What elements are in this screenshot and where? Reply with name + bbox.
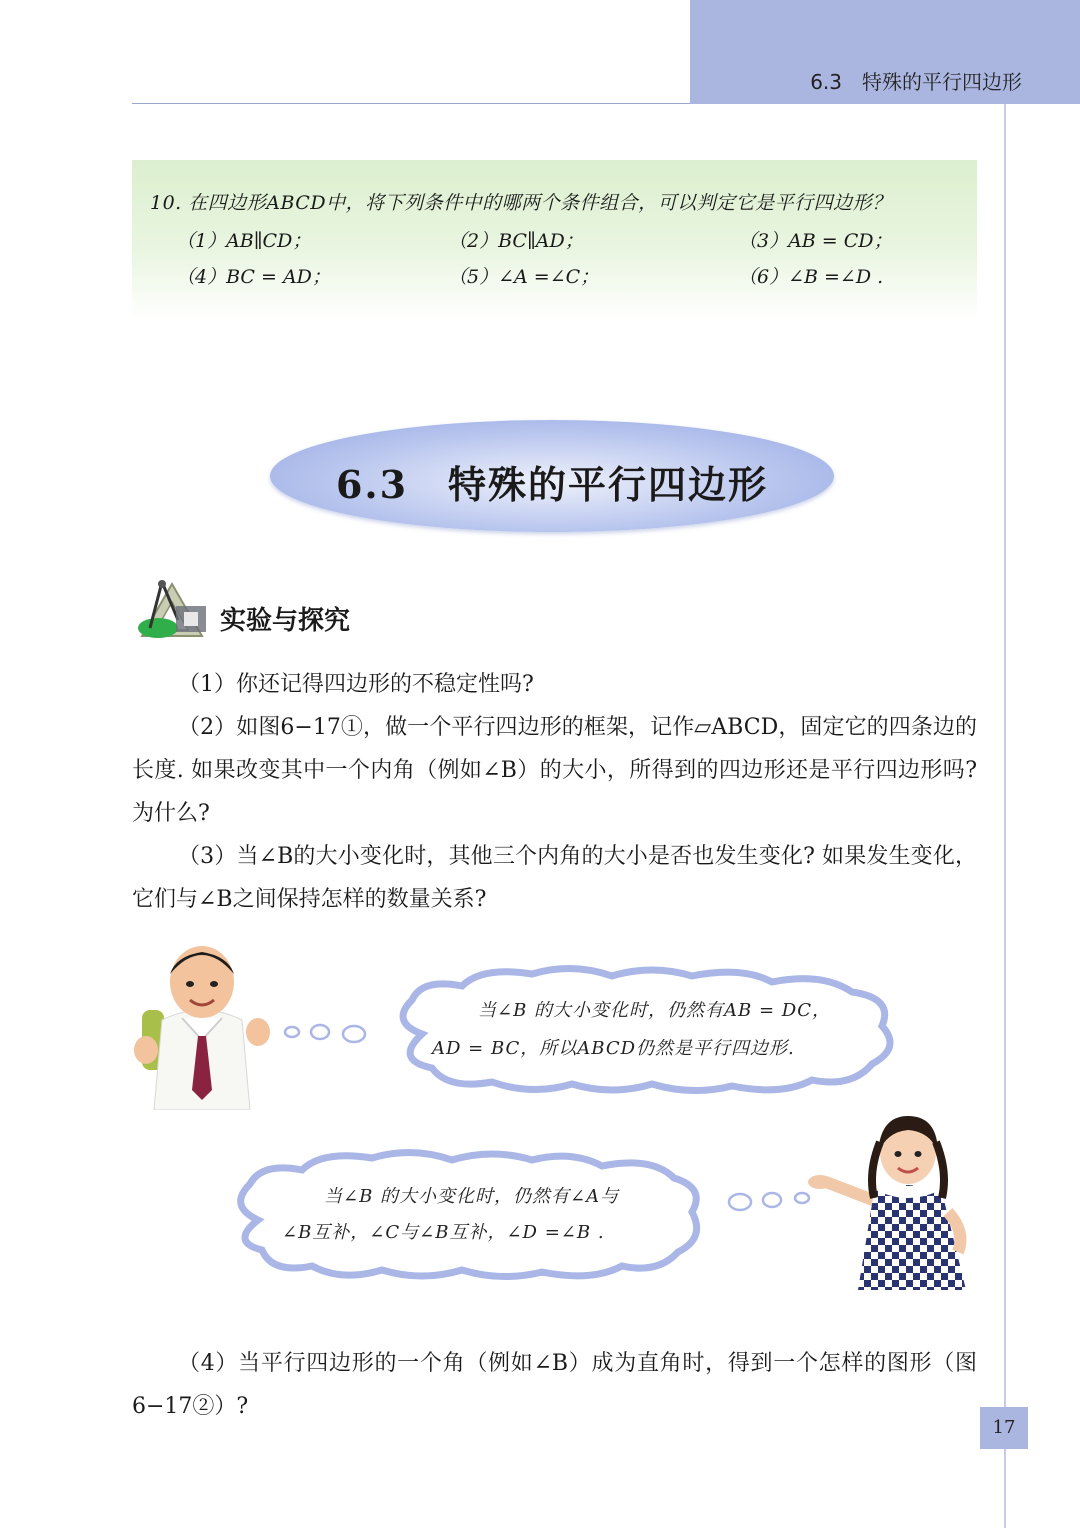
section-title-banner xyxy=(270,420,834,532)
girl-bubble-line-1: 当∠B 的大小变化时，仍然有∠A与 xyxy=(324,1186,620,1207)
exercise-option-4: （4）BC = AD； xyxy=(176,266,331,288)
side-rule xyxy=(1004,104,1006,1528)
exercise-option-1: （1）AB∥CD； xyxy=(176,230,312,252)
paragraph-3: （3）当∠B的大小变化时，其他三个内角的大小是否也发生变化? 如果发生变化，它们与∠B之间保持怎样的数量关系? xyxy=(132,844,977,912)
exercise-option-3: （3）AB = CD； xyxy=(738,230,893,252)
exercise-box xyxy=(132,160,977,320)
exercise-option-5: （5）∠A =∠C； xyxy=(448,266,600,288)
paragraph-2: （2）如图6−17①，做一个平行四边形的框架，记作▱ABCD，固定它的四条边的长度. 如果改变其中一个内角（例如∠B）的大小，所得到的四边形还是平行四边形吗? 为什么? xyxy=(132,715,977,826)
explore-heading: 实验与探究 xyxy=(220,606,351,636)
girl-bubble-line-2: ∠B互补，∠C与∠B互补，∠D =∠B . xyxy=(282,1222,605,1243)
paragraph-4: （4）当平行四边形的一个角（例如∠B）成为直角时，得到一个怎样的图形（图6−17②）? xyxy=(132,1351,977,1419)
exercise-option-2: （2）BC∥AD； xyxy=(448,230,584,252)
paragraph-1: （1）你还记得四边形的不稳定性吗? xyxy=(178,672,534,697)
girl-illustration xyxy=(808,1112,978,1292)
compass-ruler-icon xyxy=(132,576,210,642)
section-title: 6.3 特殊的平行四边形 xyxy=(335,462,769,507)
running-header-title: 6.3 特殊的平行四边形 xyxy=(810,70,1022,94)
page-number: 17 xyxy=(980,1407,1028,1449)
header-rule xyxy=(132,103,690,104)
exercise-option-6: （6）∠B =∠D . xyxy=(738,266,884,288)
boy-bubble-line-1: 当∠B 的大小变化时，仍然有AB = DC， xyxy=(478,1000,831,1021)
girl-thought-dots xyxy=(726,1186,814,1216)
exercise-question: 10. 在四边形ABCD中，将下列条件中的哪两个条件组合，可以判定它是平行四边形？ xyxy=(150,192,892,214)
boy-bubble-line-2: AD = BC，所以ABCD仍然是平行四边形. xyxy=(432,1038,795,1059)
boy-illustration xyxy=(132,940,272,1110)
boy-thought-dots xyxy=(282,1018,374,1048)
